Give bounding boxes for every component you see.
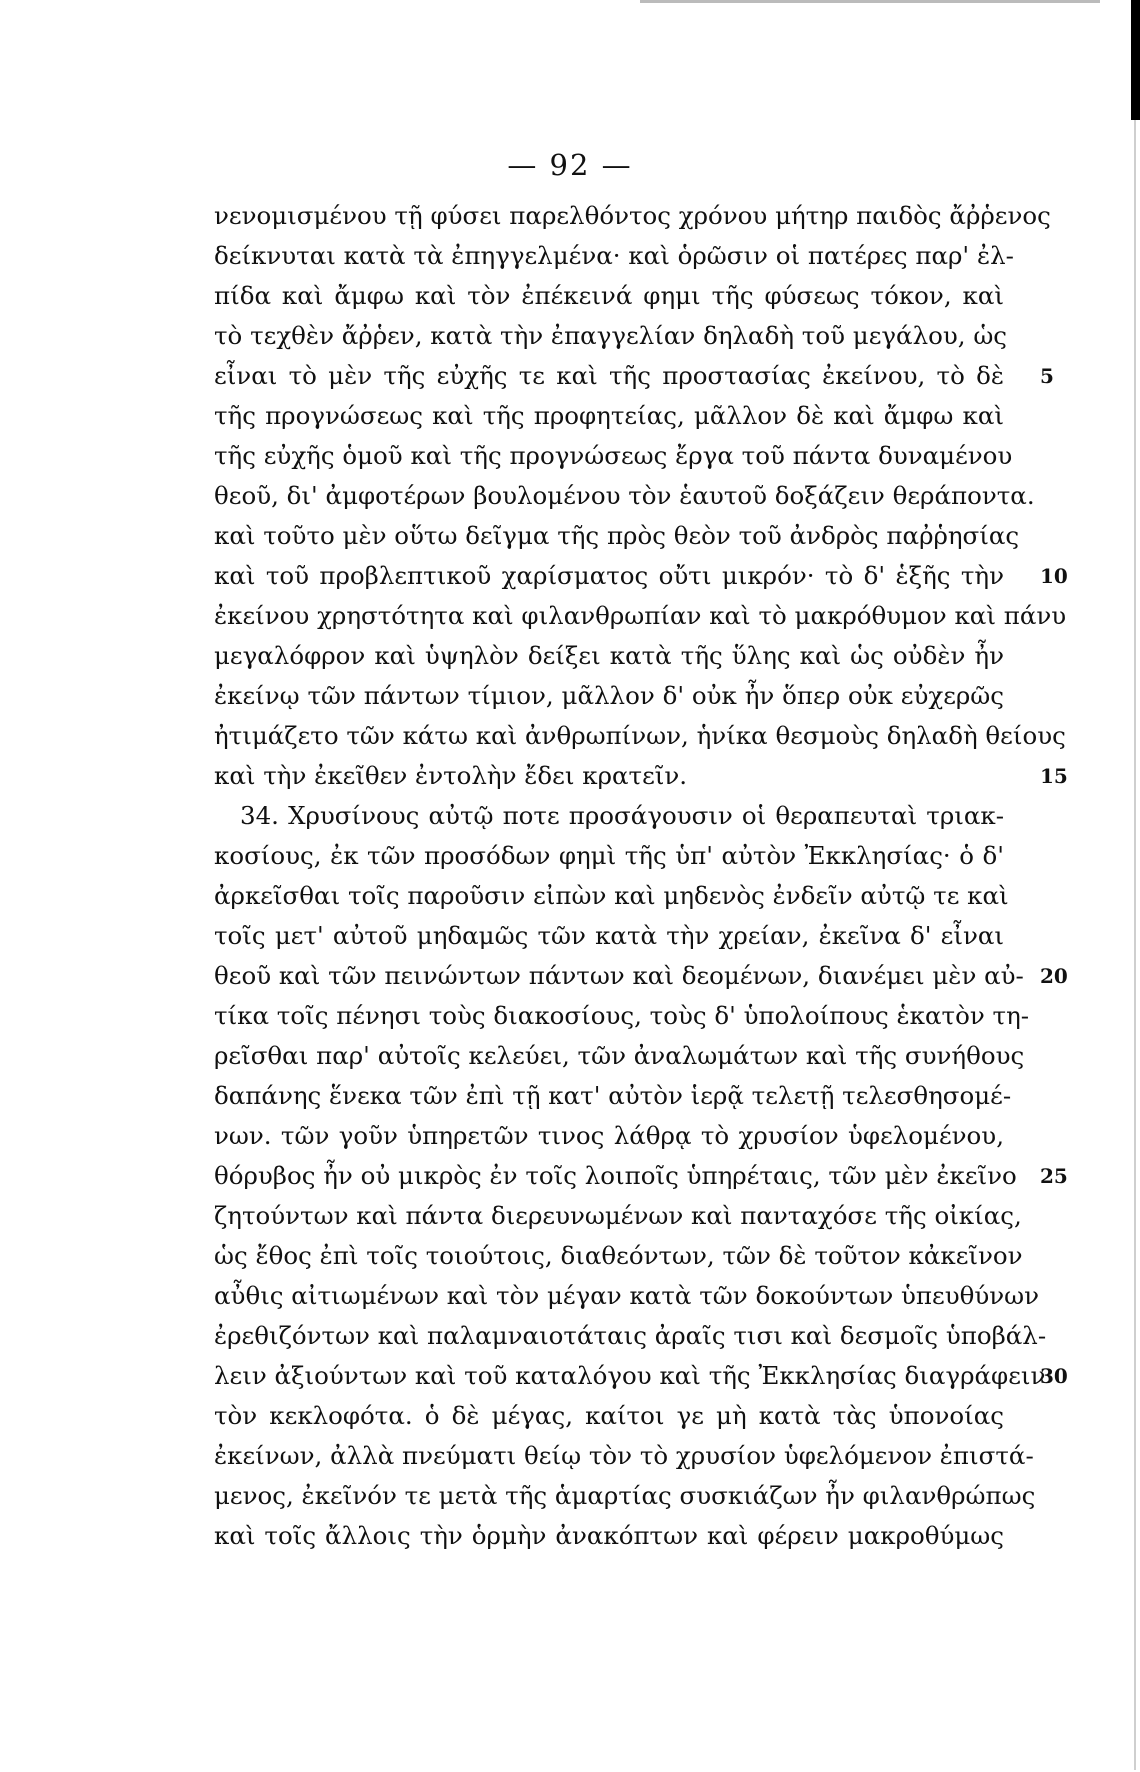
text-line [214,596,1067,636]
text-line [214,436,1013,476]
line-text: καὶ τὴν ἐκεῖθεν ἐντολὴν ἔδει κρατεῖν. [214,761,688,790]
page-number: — 92 — [507,148,633,182]
text-line [214,1396,1004,1436]
text-line [214,1316,1047,1356]
text-line [214,1036,1025,1076]
line-number: 15 [1040,764,1068,788]
scan-edge-bar [1131,0,1140,120]
body-text [214,196,1068,1556]
top-edge-rule [640,0,1100,3]
line-text: αὖθις αἰτιωμένων καὶ τὸν μέγαν κατὰ τῶν δοκούντων ὑπευθύνων [214,1281,1039,1310]
text-line [214,196,1051,236]
text-line [214,516,1020,556]
line-text: θεοῦ καὶ τῶν πεινώντων πάντων καὶ δεομένων, διανέμει μὲν αὐ- [214,961,1024,990]
text-line [214,796,1004,836]
text-line [214,356,1054,396]
text-line [214,316,1008,356]
line-text: 34. Χρυσίνους αὐτῷ ποτε προσάγουσιν οἱ θεραπευταὶ τριακ- [240,801,1004,830]
text-line [214,756,1068,796]
text-line [214,1516,1004,1556]
text-line [214,956,1068,996]
line-text: κοσίους, ἐκ τῶν προσόδων φημὶ τῆς ὑπ' αὐτὸν Ἐκκλησίας· ὁ δ' [214,841,1004,870]
text-line [214,836,1004,876]
text-line [214,1276,1039,1316]
text-line [214,276,1004,316]
line-text: καὶ τοῦ προβλεπτικοῦ χαρίσματος οὔτι μικρόν· τὸ δ' ἑξῆς τὴν [214,561,1004,590]
line-number: 10 [1040,564,1068,588]
line-text: ἐκείνου χρηστότητα καὶ φιλανθρωπίαν καὶ τὸ μακρόθυμον καὶ πάνυ [214,601,1067,630]
line-text: νενομισμένου τῇ φύσει παρελθόντος χρόνου μήτηρ παιδὸς ἄῤῥενος [214,201,1051,230]
text-line [214,396,1004,436]
line-text: καὶ τοῖς ἄλλοις τὴν ὁρμὴν ἀνακόπτων καὶ φέρειν μακροθύμως [214,1521,1004,1550]
line-text: ρεῖσθαι παρ' αὐτοῖς κελεύει, τῶν ἀναλωμάτων καὶ τῆς συνήθους [214,1041,1025,1070]
line-number: 20 [1040,964,1068,988]
line-text: τὸν κεκλοφότα. ὁ δὲ μέγας, καίτοι γε μὴ κατὰ τὰς ὑπονοίας [214,1401,1004,1430]
line-text: τὸ τεχθὲν ἄῤῥεν, κατὰ τὴν ἐπαγγελίαν δηλαδὴ τοῦ μεγάλου, ὡς [214,321,1008,350]
line-text: λειν ἀξιούντων καὶ τοῦ καταλόγου καὶ τῆς Ἐκκλησίας διαγράφειν [214,1361,1046,1390]
text-line [214,1156,1068,1196]
line-text: ἠτιμάζετο τῶν κάτω καὶ ἀνθρωπίνων, ἡνίκα θεσμοὺς δηλαδὴ θείους [214,721,1066,750]
line-text: ζητούντων καὶ πάντα διερευνωμένων καὶ πανταχόσε τῆς οἰκίας, [214,1201,1022,1230]
line-text: ὡς ἔθος ἐπὶ τοῖς τοιούτοις, διαθεόντων, τῶν δὲ τοῦτον κἀκεῖνον [214,1241,1023,1270]
line-text: μεγαλόφρον καὶ ὑψηλὸν δείξει κατὰ τῆς ὕλης καὶ ὡς οὐδὲν ἦν [214,641,1004,670]
scan-edge-line [1134,120,1136,1770]
text-line [214,1196,1022,1236]
text-line [214,676,1004,716]
line-text: νων. τῶν γοῦν ὑπηρετῶν τινος λάθρᾳ τὸ χρυσίον ὑφελομένου, [214,1121,1004,1150]
line-text: τῆς προγνώσεως καὶ τῆς προφητείας, μᾶλλον δὲ καὶ ἄμφω καὶ [214,401,1004,430]
text-line [214,916,1004,956]
line-text: τίκα τοῖς πένησι τοὺς διακοσίους, τοὺς δ' ὑπολοίπους ἑκατὸν τη- [214,1001,1030,1030]
line-text: εἶναι τὸ μὲν τῆς εὐχῆς τε καὶ τῆς προστασίας ἐκείνου, τὸ δὲ [214,361,1004,390]
line-text: ἐκείνῳ τῶν πάντων τίμιον, μᾶλλον δ' οὐκ ἦν ὅπερ οὐκ εὐχερῶς [214,681,1004,710]
text-line [214,1116,1004,1156]
text-line [214,876,1009,916]
line-text: τῆς εὐχῆς ὁμοῦ καὶ τῆς προγνώσεως ἔργα τοῦ πάντα δυναμένου [214,441,1013,470]
text-line [214,636,1004,676]
text-line [214,996,1030,1036]
text-line [214,716,1066,756]
text-line [214,1476,1036,1516]
line-text: μενος, ἐκεῖνόν τε μετὰ τῆς ἁμαρτίας συσκιάζων ἦν φιλανθρώπως [214,1481,1036,1510]
line-number: 30 [1040,1364,1068,1388]
text-line [214,1436,1034,1476]
line-number: 5 [1040,364,1054,388]
line-text: θεοῦ, δι' ἀμφοτέρων βουλομένου τὸν ἑαυτοῦ δοξάζειν θεράποντα. [214,481,1035,510]
line-text: καὶ τοῦτο μὲν οὕτω δεῖγμα τῆς πρὸς θεὸν τοῦ ἀνδρὸς παῤῥησίας [214,521,1020,550]
line-text: πίδα καὶ ἄμφω καὶ τὸν ἐπέκεινά φημι τῆς φύσεως τόκον, καὶ [214,281,1004,310]
line-number: 25 [1040,1164,1068,1188]
text-line [214,1236,1023,1276]
line-text: θόρυβος ἦν οὐ μικρὸς ἐν τοῖς λοιποῖς ὑπηρέταις, τῶν μὲν ἐκεῖνο [214,1161,1017,1190]
text-line [214,1076,1012,1116]
line-text: δείκνυται κατὰ τὰ ἐπηγγελμένα· καὶ ὁρῶσιν οἱ πατέρες παρ' ἐλ- [214,241,1014,270]
line-text: δαπάνης ἕνεκα τῶν ἐπὶ τῇ κατ' αὐτὸν ἱερᾷ τελετῇ τελεσθησομέ- [214,1081,1012,1110]
line-text: τοῖς μετ' αὐτοῦ μηδαμῶς τῶν κατὰ τὴν χρείαν, ἐκεῖνα δ' εἶναι [214,921,1004,950]
line-text: ἐκείνων, ἀλλὰ πνεύματι θείῳ τὸν τὸ χρυσίον ὑφελόμενον ἐπιστά- [214,1441,1034,1470]
text-line [214,556,1068,596]
line-text: ἀρκεῖσθαι τοῖς παροῦσιν εἰπὼν καὶ μηδενὸς ἐνδεῖν αὐτῷ τε καὶ [214,881,1009,910]
text-line [214,1356,1068,1396]
line-text: ἐρεθιζόντων καὶ παλαμναιοτάταις ἀραῖς τισι καὶ δεσμοῖς ὑποβάλ- [214,1321,1047,1350]
text-line [214,476,1035,516]
text-line [214,236,1014,276]
